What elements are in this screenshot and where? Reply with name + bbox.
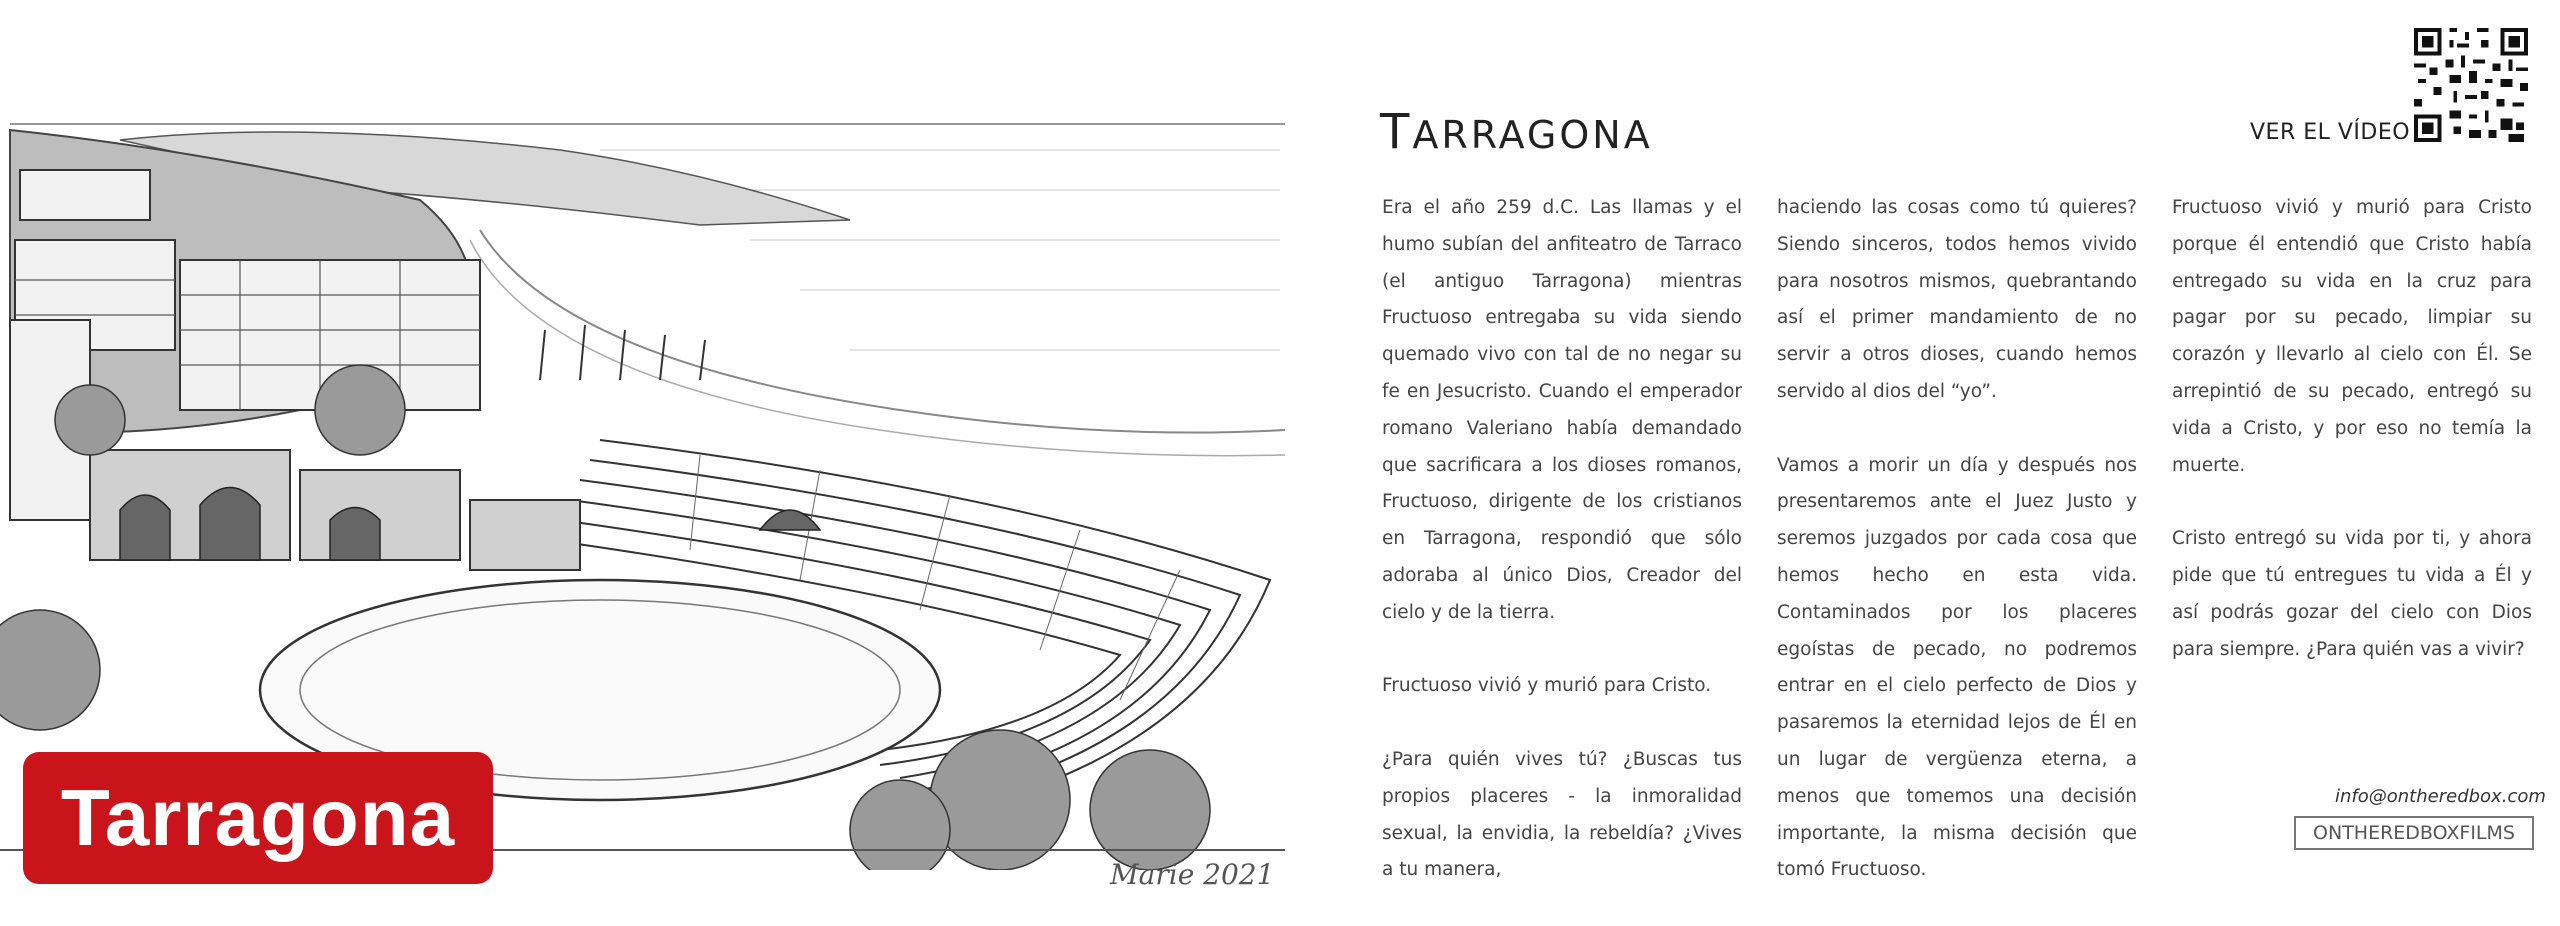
title-badge-label: Tarragona [60, 773, 456, 862]
contact-email[interactable]: info@ontheredbox.com [2335, 786, 2546, 807]
video-label: VER EL VÍDEO [2250, 120, 2411, 145]
paragraph: Cristo entregó su vida por ti, y ahora pide que tú entregues tu vida a Él y así podrás gozar del cielo con Dios para siempre. ¿Para quién vas a vivir? [2172, 528, 2532, 660]
artist-signature: Marie 2021 [1110, 858, 1275, 891]
text-column-1 [1382, 190, 1742, 926]
brand-logo [2294, 816, 2534, 850]
title-badge [23, 752, 493, 884]
qr-code-icon[interactable] [2414, 28, 2528, 142]
text-column-3 [2172, 190, 2532, 705]
page-title-rest: ARRAGONA [1412, 113, 1653, 157]
paragraph: Vamos a morir un día y después nos presentaremos ante el Juez Justo y seremos juzgados por cada cosa que hemos hecho en esta vida. Contaminados por los placeres egoístas de pecado, no podremos entrar en el cielo perfecto de Dios y pasaremos la eternidad lejos de Él en un lugar de vergüenza eterna, a menos que tomemos una decisión importante, la misma decisión que tomó Fructuoso. [1777, 454, 2137, 881]
brand-logo-text: ONTHEREDBOXFILMS [2313, 822, 2515, 844]
paragraph: Era el año 259 d.C. Las llamas y el humo subían del anfiteatro de Tarraco (el antiguo Tarragona) mientras Fructuoso entregaba su vida siendo quemado vivo con tal de no negar su fe en Jesucristo. Cuando el emperador romano Valeriano había demandado que sacrificara a los dioses romanos, Fructuoso, dirigente de los cristianos en Tarragona, respondió que sólo adoraba al único Dios, Creador del cielo y de la tierra. [1382, 197, 1742, 623]
paragraph: haciendo las cosas como tú quieres? Siendo sinceros, todos hemos vivido para nosotros mismos, quebrantando así el primer mandamiento de no servir a otros dioses, cuando hemos servido al dios del “yo”. [1777, 197, 2137, 402]
page-title [1380, 104, 1653, 160]
paragraph: Fructuoso vivió y murió para Cristo porque él entendió que Cristo había entregado su vida en la cruz para pagar por su pecado, limpiar su corazón y llevarlo al cielo con Él. Se arrepintió de su pecado, entregó su vida a Cristo, y por eso no temía la muerte. [2172, 197, 2532, 476]
paragraph: Fructuoso vivió y murió para Cristo. [1382, 675, 1712, 697]
paragraph: ¿Para quién vives tú? ¿Buscas tus propios placeres - la inmoralidad sexual, la envidia, la rebeldía? ¿Vives a tu manera, [1382, 748, 1742, 881]
page-title-initial: T [1380, 104, 1413, 160]
text-column-2 [1777, 190, 2137, 926]
